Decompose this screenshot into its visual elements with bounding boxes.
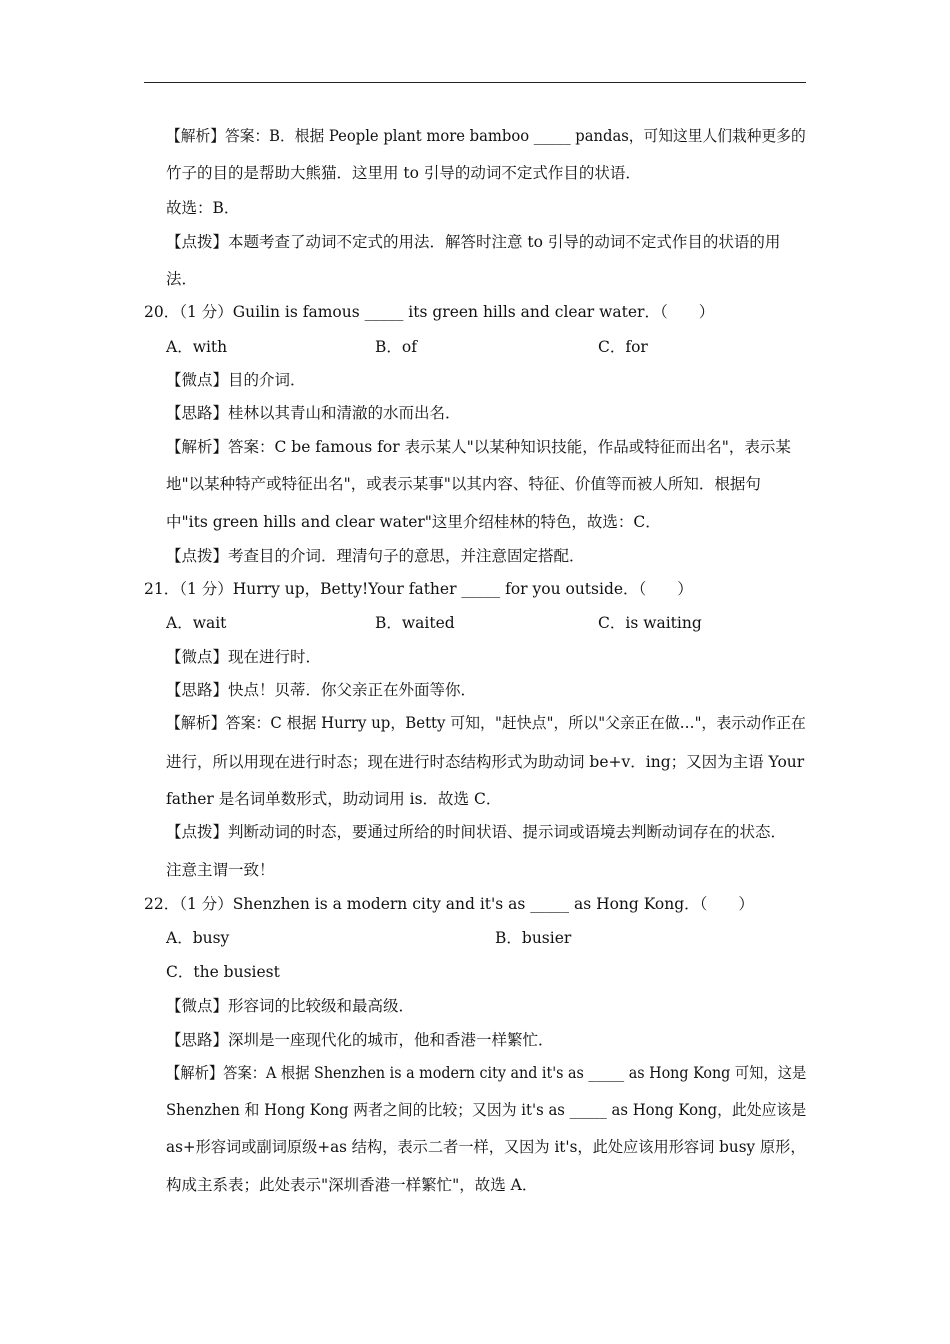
q21-silu: 【思路】快点！贝蒂．你父亲正在外面等你． <box>166 681 477 699</box>
q22-option-a: A．busy <box>166 929 230 947</box>
q20-weidian: 【微点】目的介词． <box>166 371 306 389</box>
q20-option-b: B．of <box>375 338 417 356</box>
q22-analysis-line-3: as+形容词或副词原级+as 结构，表示二者一样，又因为 it's，此处应该用形容词 busy 原形， <box>166 1138 806 1156</box>
q20-tip: 【点拨】考查目的介词．理清句子的意思，并注意固定搭配． <box>166 547 585 565</box>
q20-analysis-line-2: 地"以某种特产或特征出名"，或表示某事"以其内容、特征、价值等而被人所知．根据句 <box>166 475 761 493</box>
q21-option-b: B．waited <box>375 614 455 632</box>
q19-tip-line-1: 【点拨】本题考查了动词不定式的用法．解答时注意 to 引导的动词不定式作目的状语的用 <box>166 233 781 251</box>
q19-analysis-line-2: 竹子的目的是帮助大熊猫．这里用 to 引导的动词不定式作目的状语． <box>166 164 641 182</box>
q22-option-c: C．the busiest <box>166 963 280 981</box>
header-rule <box>144 82 806 83</box>
q21-stem: 21．（1 分）Hurry up，Betty!Your father _____ for you outside．（ ） <box>144 580 693 598</box>
q22-silu: 【思路】深圳是一座现代化的城市，他和香港一样繁忙． <box>166 1031 554 1049</box>
q19-answer: 故选：B． <box>166 199 240 217</box>
q20-analysis-line-3: 中"its green hills and clear water"这里介绍桂林的特色，故选：C． <box>166 513 661 531</box>
q22-option-b: B．busier <box>495 929 572 947</box>
q20-analysis-line-1: 【解析】答案：C be famous for 表示某人"以某种知识技能，作品或特征而出名"，表示某 <box>166 438 791 456</box>
q20-silu: 【思路】桂林以其青山和清澈的水而出名． <box>166 404 461 422</box>
q22-analysis-line-1: 【解析】答案：A 根据 Shenzhen is a modern city and it's as _____ as Hong Kong 可知，这是 <box>166 1064 807 1082</box>
q22-stem: 22．（1 分）Shenzhen is a modern city and it's as _____ as Hong Kong．（ ） <box>144 895 754 913</box>
q21-tip-line-2: 注意主谓一致！ <box>166 861 275 879</box>
q21-analysis-line-2: 进行，所以用现在进行时态；现在进行时态结构形式为助动词 be+v．ing；又因为主语 Your <box>166 753 805 771</box>
q21-tip-line-1: 【点拨】判断动词的时态，要通过所给的时间状语、提示词或语境去判断动词存在的状态． <box>166 823 787 841</box>
q21-option-c: C．is waiting <box>598 614 702 632</box>
q22-weidian: 【微点】形容词的比较级和最高级． <box>166 997 415 1015</box>
q21-option-a: A．wait <box>166 614 227 632</box>
q21-analysis-line-1: 【解析】答案：C 根据 Hurry up，Betty 可知，"赶快点"，所以"父亲正在做…"，表示动作正在 <box>166 714 806 732</box>
q21-analysis-line-3: father 是名词单数形式，助动词用 is．故选 C． <box>166 790 502 808</box>
q19-analysis-line-1: 【解析】答案：B．根据 People plant more bamboo _____ pandas，可知这里人们栽种更多的 <box>166 127 806 145</box>
q22-analysis-line-4: 构成主系表；此处表示"深圳香港一样繁忙"，故选 A． <box>166 1176 538 1194</box>
q20-option-c: C．for <box>598 338 648 356</box>
q22-analysis-line-2: Shenzhen 和 Hong Kong 两者之间的比较；又因为 it's as _____ as Hong Kong，此处应该是 <box>166 1101 807 1119</box>
q19-tip-line-2: 法． <box>166 270 198 288</box>
q20-stem: 20．（1 分）Guilin is famous _____ its green hills and clear water．（ ） <box>144 303 715 321</box>
q21-weidian: 【微点】现在进行时． <box>166 648 322 666</box>
q20-option-a: A．with <box>166 338 228 356</box>
